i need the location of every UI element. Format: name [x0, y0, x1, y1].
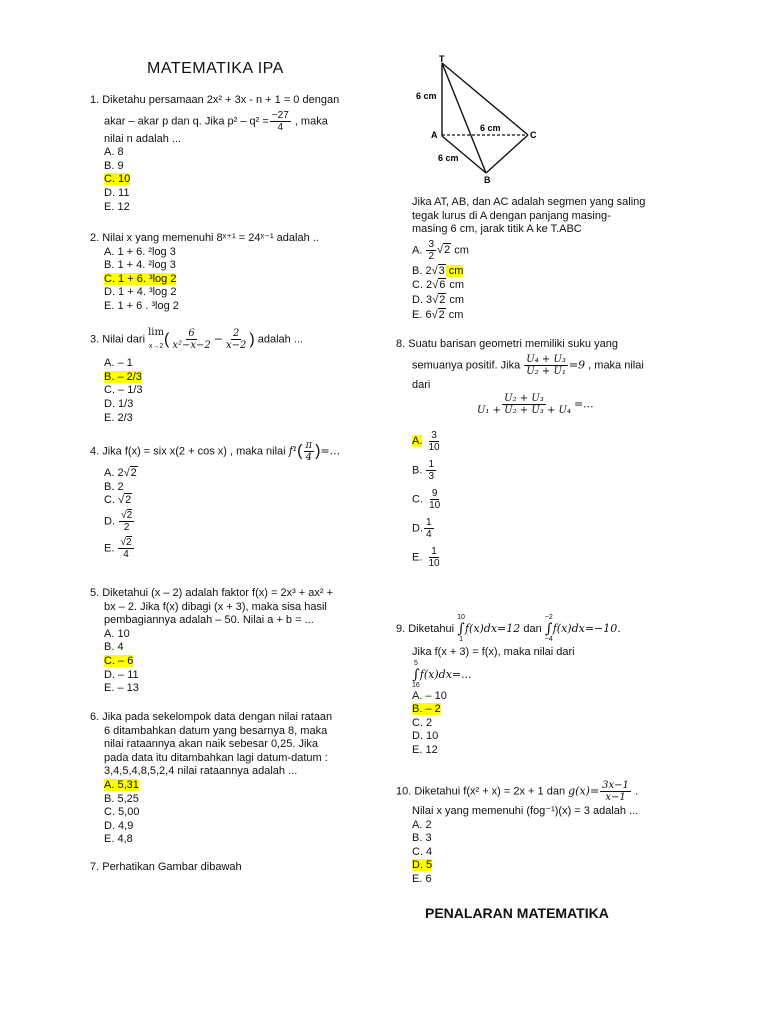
q4-c-label: C. [104, 494, 115, 507]
q10-g-num: 3x−1 [602, 780, 629, 791]
q9-int1-top: 10 [457, 614, 465, 621]
question-3 [90, 326, 390, 425]
q9-line2: Jika f(x + 3) = f(x), maka nilai dari [412, 646, 575, 658]
q8-expr-eq: =... [573, 397, 594, 411]
q3-open-paren: ( [163, 330, 170, 348]
q3-fraction-1 [170, 328, 212, 351]
q9-option-a[interactable]: A. – 10 [412, 689, 447, 702]
q7-a-num: 3 [428, 238, 435, 250]
pyramid-diagram [410, 55, 550, 185]
q9-option-b[interactable] [396, 703, 736, 717]
q5-option-e[interactable]: E. – 13 [104, 682, 139, 695]
q4-open-paren: ( [297, 442, 303, 460]
question-9 [396, 614, 736, 758]
q7-a-label: A. [412, 244, 423, 257]
q7-option-e[interactable] [412, 309, 712, 323]
question-2 [90, 232, 390, 314]
label-B: B [484, 175, 491, 185]
q8-cond-den: U₂ + U₁ [526, 365, 566, 377]
q9-line3 [396, 660, 736, 690]
q9-int2-top: −2 [544, 614, 553, 621]
q7-a-fraction [426, 239, 436, 262]
q4-eq: =... [320, 444, 341, 458]
q1-line1: 1. Diketahu persamaan 2x² + 3x - n + 1 = 0 dengan [90, 94, 340, 106]
q4-pi-fraction [304, 440, 315, 463]
q9-mid: dan [520, 622, 545, 635]
q4-pi: π [305, 440, 313, 451]
q6-line1: 6. Jika pada sekelompok data dengan nilai rataan [90, 711, 333, 723]
q7-intro: 7. Perhatikan Gambar dibawah [90, 861, 242, 873]
q7-c-unit: cm [446, 279, 465, 292]
q1-frac-num: −27 [271, 109, 289, 121]
q1-option-d[interactable]: D. 11 [104, 186, 130, 199]
q9-option-b-highlight: B. – 2 [412, 703, 441, 716]
q10-option-e[interactable]: E. 6 [412, 872, 432, 885]
q4-c-radicand: 2 [125, 494, 132, 507]
q1-line3: nilai n adalah ... [104, 132, 182, 145]
q9-int1-bot: 1 [459, 636, 463, 643]
q10-line2: Nilai x yang memenuhi (fog⁻¹)(x) = 3 adalah ... [412, 805, 639, 817]
question-8-options [412, 430, 532, 569]
question-10 [396, 780, 736, 887]
q7-e-radicand: 2 [438, 308, 445, 321]
q6-option-a-highlight: A. 5,31 [104, 778, 139, 791]
q7-d-label: D. 3 [412, 293, 433, 306]
q6-option-d[interactable]: D. 4,9 [104, 819, 134, 832]
q8-e-label: E. [412, 551, 423, 564]
q6-option-a[interactable] [90, 779, 390, 793]
q9-integral-1 [457, 614, 465, 644]
q7-b-sqrt: √3 [431, 264, 445, 277]
q10-option-a[interactable]: A. 2 [412, 818, 432, 831]
q8-a-den: 10 [428, 442, 440, 453]
q8-line3: dari [412, 378, 431, 391]
label-C: C [530, 130, 537, 140]
question-5 [90, 587, 390, 696]
q8-option-d[interactable] [412, 517, 532, 540]
q2-option-c[interactable] [90, 273, 390, 287]
q7-a-radicand: 2 [444, 244, 451, 257]
q8-a-label: A. [412, 435, 423, 448]
q3-option-b-highlight: B. – 2/3 [104, 370, 142, 383]
q1-line2-b: , maka [291, 115, 328, 127]
q8-option-a[interactable] [412, 430, 532, 453]
q10-option-c[interactable]: C. 4 [412, 845, 433, 858]
q9-option-c[interactable]: C. 2 [412, 716, 433, 729]
q8-cond-num: U₄ + U₃ [526, 353, 566, 365]
q9-integral-2 [545, 614, 553, 644]
q1-fraction [270, 110, 291, 133]
q4-d-den: 2 [123, 521, 130, 533]
q4-e-num: √2 [120, 536, 132, 548]
q6-line5: 3,4,5,4,8,5,2,4 nilai rataannya adalah ... [104, 765, 298, 778]
q5-option-a[interactable]: A. 10 [104, 627, 130, 640]
q9-integral-3 [412, 660, 420, 690]
q3-lim-sub: x→2 [148, 342, 164, 350]
q3-f2-den: x−2 [225, 340, 247, 352]
q7-option-b[interactable] [412, 265, 712, 279]
q2-option-c-highlight: C. 1 + 6. ³log 2 [104, 272, 177, 285]
q7-a-den: 2 [428, 250, 435, 262]
label-A: A [431, 130, 438, 140]
q1-option-e[interactable]: E. 12 [104, 200, 130, 213]
q4-e-fraction [118, 537, 133, 560]
q8-a-num: 3 [431, 430, 437, 441]
section-title: PENALARAN MATEMATIKA [425, 905, 609, 921]
q3-option-c[interactable]: C. – 1/3 [104, 384, 143, 397]
q1-option-a[interactable]: A. 8 [104, 146, 124, 159]
q9-int1-body: f(x)dx=12 [464, 621, 521, 635]
q8-b-num: 1 [428, 459, 435, 470]
q8-d-num: 1 [426, 517, 432, 528]
q8-d-label: D. [412, 522, 423, 535]
q9-int3-body: f(x)dx=... [419, 667, 472, 681]
q8-b-den: 3 [428, 471, 435, 482]
question-4 [90, 440, 390, 560]
integral-sign-3: ∫ [412, 666, 420, 683]
q4-four: 4 [305, 452, 312, 463]
label-T: T [439, 55, 445, 64]
q3-f2-num: 2 [232, 328, 240, 340]
edge-B-C [486, 135, 528, 173]
integral-sign-2: ∫ [545, 621, 553, 637]
q8-option-e[interactable] [412, 546, 532, 569]
q8-expr-den: U₁ + U₂ + U₃ + U₄ [477, 405, 571, 417]
q8-c-den: 10 [429, 500, 441, 511]
integral-sign-1: ∫ [457, 621, 465, 637]
q6-line4: pada data itu ditambahkan lagi datum-datum : [104, 751, 328, 764]
q4-d-num: √2 [121, 509, 133, 521]
q6-option-c[interactable]: C. 5,00 [104, 806, 140, 819]
q8-a-fraction [426, 430, 441, 453]
q4-line1 [90, 440, 390, 463]
q4-e-den: 4 [123, 548, 129, 560]
q7-a-unit: cm [451, 244, 469, 257]
q4-d-radicand: 2 [126, 509, 133, 521]
label-edge-AB: 6 cm [438, 153, 459, 163]
q2-option-a[interactable]: A. 1 + 6. ²log 3 [104, 245, 176, 258]
question-7-intro [90, 861, 390, 875]
q3-prefix: 3. Nilai dari [90, 333, 146, 346]
q7-e-label: E. 6 [412, 308, 432, 321]
q8-line1: 8. Suatu barisan geometri memiliki suku yang [396, 338, 618, 350]
q9-int2-bot: −4 [544, 636, 553, 643]
q7-b-label: B. 2 [412, 264, 432, 277]
q4-text: 4. Jika f(x) = six x(2 + cos x) , maka nilai [90, 445, 286, 458]
q7-line1: Jika AT, AB, dan AC adalah segmen yang saling [412, 196, 646, 208]
q10-option-d-highlight: D. 5 [412, 859, 433, 872]
q5-line1: 5. Diketahui (x – 2) adalah faktor f(x) = 2x³ + ax² + [90, 587, 334, 599]
q9-int3-top: 5 [413, 659, 418, 667]
q4-fprime: f¹ [288, 444, 298, 458]
q2-option-b[interactable]: B. 1 + 4. ²log 3 [104, 259, 176, 272]
q7-d-radicand: 2 [439, 293, 446, 306]
q7-c-radicand: 6 [439, 279, 446, 292]
q4-a-radicand: 2 [130, 467, 137, 479]
q8-expr-num: U₂ + U₃ [504, 393, 544, 405]
q7-e-unit: cm [445, 308, 464, 321]
q4-close-paren: ) [315, 442, 321, 460]
q3-f1-num: 6 [188, 328, 195, 340]
q1-line2-a: akar – akar p dan q. Jika p² – q² = [104, 115, 269, 127]
q3-lim-text: lim [148, 327, 164, 338]
q8-option-c[interactable] [412, 488, 532, 511]
q3-suffix: adalah ... [254, 333, 303, 346]
question-1 [90, 94, 390, 214]
q8-condition-fraction [524, 354, 568, 377]
q8-c-num: 9 [431, 488, 438, 499]
q8-cond-eq: =9 [568, 358, 586, 371]
q7-d-sqrt: √2 [432, 293, 446, 306]
q3-close-paren: ) [249, 330, 255, 348]
q7-b-radicand: 3 [438, 264, 445, 277]
q10-g-fraction [600, 780, 631, 803]
q4-d-fraction [119, 510, 134, 533]
q8-c-fraction [427, 488, 442, 511]
q7-option-a[interactable] [412, 239, 712, 262]
q2-option-e[interactable]: E. 1 + 6 . ³log 2 [104, 299, 179, 312]
q7-line3: masing 6 cm, jarak titik A ke T.ABC [412, 223, 582, 236]
q3-fraction-2 [224, 328, 248, 351]
q7-a-sqrt: √2 [437, 244, 451, 257]
q10-line1-text: 10. Diketahui f(x² + x) = 2x + 1 dan [396, 785, 566, 798]
q4-option-d[interactable] [90, 510, 390, 533]
q8-d-den: 4 [426, 529, 432, 540]
question-6 [90, 711, 390, 847]
q4-a-sqrt: √2 [123, 467, 137, 479]
q7-c-label: C. 2 [412, 279, 433, 292]
q5-option-c[interactable] [90, 655, 390, 669]
q2-line1: 2. Nilai x yang memenuhi 8ˣ⁺¹ = 24ˣ⁻¹ adalah .. [90, 232, 319, 244]
q4-a-label: A. 2 [104, 467, 124, 479]
q8-line2-a: semuanya positif. Jika [412, 359, 521, 371]
q6-line3: nilai rataannya akan naik sebesar 0,25. Jika [104, 738, 319, 751]
page-title: MATEMATIKA IPA [147, 60, 284, 77]
q3-minus: − [213, 332, 223, 346]
q8-e-den: 10 [428, 558, 440, 569]
q7-option-c[interactable] [412, 279, 712, 293]
q3-limit [148, 326, 164, 353]
q8-d-fraction [424, 517, 434, 540]
q4-d-label: D. [104, 515, 115, 528]
q5-option-b[interactable]: B. 4 [104, 641, 124, 654]
q4-e-radicand: 2 [125, 536, 132, 548]
q8-c-label: C. [412, 493, 423, 506]
q4-option-b[interactable]: B. 2 [104, 480, 124, 493]
q6-option-e[interactable]: E. 4,8 [104, 833, 133, 846]
q9-prefix: 9. Diketahui [396, 622, 455, 635]
q7-option-d[interactable] [412, 294, 712, 308]
q7-e-sqrt: √2 [431, 308, 445, 321]
q3-option-a[interactable]: A. – 1 [104, 357, 133, 370]
q9-option-d[interactable]: D. 10 [412, 730, 439, 743]
q7-line2: tegak lurus di A dengan panjang masing- [412, 209, 611, 222]
q1-option-b[interactable]: B. 9 [104, 159, 124, 172]
q5-option-c-highlight: C. – 6 [104, 654, 134, 667]
q9-int2-body: f(x)dx=−10. [552, 621, 621, 635]
q7-b-unit: cm [445, 264, 464, 277]
q3-f1-den: x²−x−2 [172, 340, 211, 352]
q4-option-e[interactable] [90, 537, 390, 560]
q8-e-fraction [426, 546, 441, 569]
q4-c-sqrt: √2 [118, 494, 132, 507]
q8-line2-b: , maka nilai [585, 359, 644, 371]
q10-option-b[interactable]: B. 3 [412, 832, 432, 845]
q7-c-sqrt: √6 [432, 279, 446, 292]
q2-option-d[interactable]: D. 1 + 4. ³log 2 [104, 286, 177, 299]
q6-option-b[interactable]: B. 5,25 [104, 792, 139, 805]
q3-line1 [90, 326, 390, 353]
q8-expression [396, 393, 726, 416]
q6-line2: 6 ditambahkan datum yang besarnya 8, maka [104, 724, 328, 737]
q9-line1 [396, 614, 736, 644]
q3-option-b[interactable] [90, 371, 390, 385]
q4-option-c[interactable] [90, 494, 390, 508]
q8-b-label: B. [412, 464, 423, 477]
q7-d-unit: cm [446, 293, 465, 306]
q9-int3-bot: 16 [412, 681, 420, 689]
label-edge-AT: 6 cm [416, 91, 437, 101]
q5-option-d[interactable]: D. – 11 [104, 668, 139, 681]
q1-option-c[interactable] [90, 173, 390, 187]
question-8 [396, 338, 726, 416]
q8-option-b[interactable] [412, 459, 532, 482]
label-edge-AC: 6 cm [480, 123, 501, 133]
q8-b-fraction [426, 459, 436, 482]
question-7 [412, 196, 712, 322]
q10-g: g(x)= [568, 784, 600, 798]
q1-frac-den: 4 [277, 121, 284, 133]
q10-g-den: x−1 [605, 792, 626, 803]
q4-option-a[interactable] [90, 467, 390, 481]
q10-dot: . [631, 785, 639, 798]
q8-line2 [396, 354, 726, 377]
q10-line1 [396, 780, 736, 803]
q4-e-label: E. [104, 542, 115, 555]
q10-option-d[interactable] [396, 859, 736, 873]
q8-e-num: 1 [431, 546, 437, 557]
q8-expr-fraction [475, 393, 573, 416]
q9-option-e[interactable]: E. 12 [412, 743, 438, 756]
q3-option-e[interactable]: E. 2/3 [104, 411, 133, 424]
q5-line3: pembagiannya adalah – 50. Nilai a + b = ... [104, 614, 314, 627]
q3-option-d[interactable]: D. 1/3 [104, 397, 134, 410]
q5-line2: bx – 2. Jika f(x) dibagi (x + 3), maka sisa hasil [104, 600, 327, 613]
q1-line2 [90, 110, 390, 133]
q1-option-c-highlight: C. 10 [104, 173, 131, 186]
